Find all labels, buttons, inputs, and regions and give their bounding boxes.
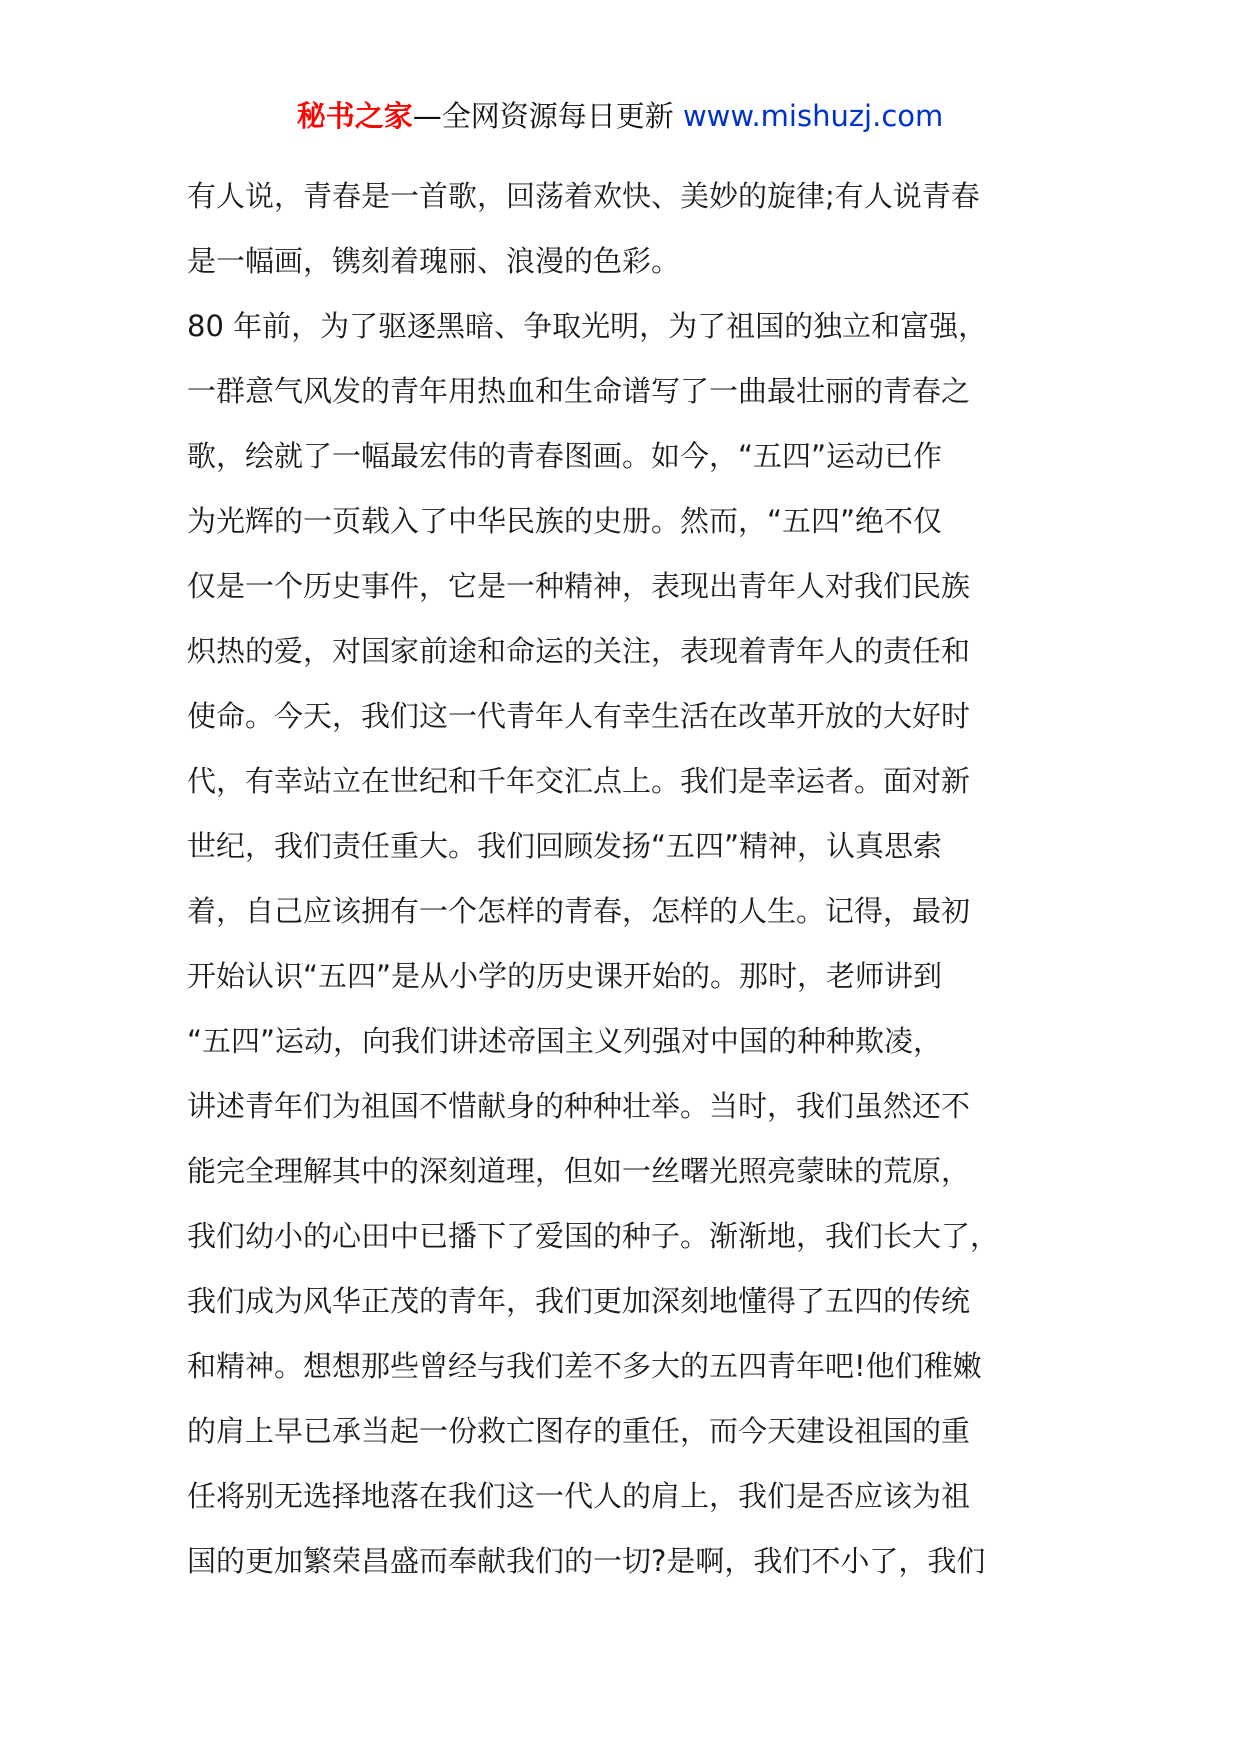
body-text xyxy=(187,164,1087,1594)
text-line: 为光辉的一页载入了中华民族的史册。然而，“五四”绝不仅 xyxy=(187,504,943,538)
site-url-link[interactable]: www.mishuzj.com xyxy=(682,99,944,133)
site-tagline: —全网资源每日更新 xyxy=(412,99,674,133)
text-line: 是一幅画，镌刻着瑰丽、浪漫的色彩。 xyxy=(187,244,681,278)
text-line: 任将别无选择地落在我们这一代人的肩上，我们是否应该为祖 xyxy=(187,1479,971,1513)
text-line: 的肩上早已承当起一份救亡图存的重任，而今天建设祖国的重 xyxy=(187,1414,971,1448)
text-line: 讲述青年们为祖国不惜献身的种种壮举。当时，我们虽然还不 xyxy=(187,1089,971,1123)
text-line: 世纪，我们责任重大。我们回顾发扬“五四”精神，认真思索 xyxy=(187,829,943,863)
text-line: 开始认识“五四”是从小学的历史课开始的。那时，老师讲到 xyxy=(187,959,943,993)
text-line: “五四”运动，向我们讲述帝国主义列强对中国的种种欺凌， xyxy=(187,1024,943,1058)
text-line: 我们幼小的心田中已播下了爱国的种子。渐渐地，我们长大了， xyxy=(187,1219,1000,1253)
text-line: 一群意气风发的青年用热血和生命谱写了一曲最壮丽的青春之 xyxy=(187,374,971,408)
site-brand: 秘书之家 xyxy=(296,99,413,133)
text-line: 能完全理解其中的深刻道理，但如一丝曙光照亮蒙昧的荒原， xyxy=(187,1154,971,1188)
text-line: 和精神。想想那些曾经与我们差不多大的五四青年吧!他们稚嫩 xyxy=(187,1349,982,1383)
text-line: 80 年前，为了驱逐黑暗、争取光明，为了祖国的独立和富强， xyxy=(187,309,988,343)
text-line: 使命。今天，我们这一代青年人有幸生活在改革开放的大好时 xyxy=(187,699,971,733)
text-line: 国的更加繁荣昌盛而奉献我们的一切?是啊，我们不小了，我们 xyxy=(187,1544,986,1578)
page-header xyxy=(0,96,1240,136)
text-line: 仅是一个历史事件，它是一种精神，表现出青年人对我们民族 xyxy=(187,569,971,603)
text-line: 我们成为风华正茂的青年，我们更加深刻地懂得了五四的传统 xyxy=(187,1284,971,1318)
text-line: 有人说，青春是一首歌，回荡着欢快、美妙的旋律;有人说青春 xyxy=(187,179,980,213)
text-line: 炽热的爱，对国家前途和命运的关注，表现着青年人的责任和 xyxy=(187,634,971,668)
text-line: 着，自己应该拥有一个怎样的青春，怎样的人生。记得，最初 xyxy=(187,894,971,928)
text-line: 歌，绘就了一幅最宏伟的青春图画。如今，“五四”运动已作 xyxy=(187,439,943,473)
text-line: 代，有幸站立在世纪和千年交汇点上。我们是幸运者。面对新 xyxy=(187,764,971,798)
